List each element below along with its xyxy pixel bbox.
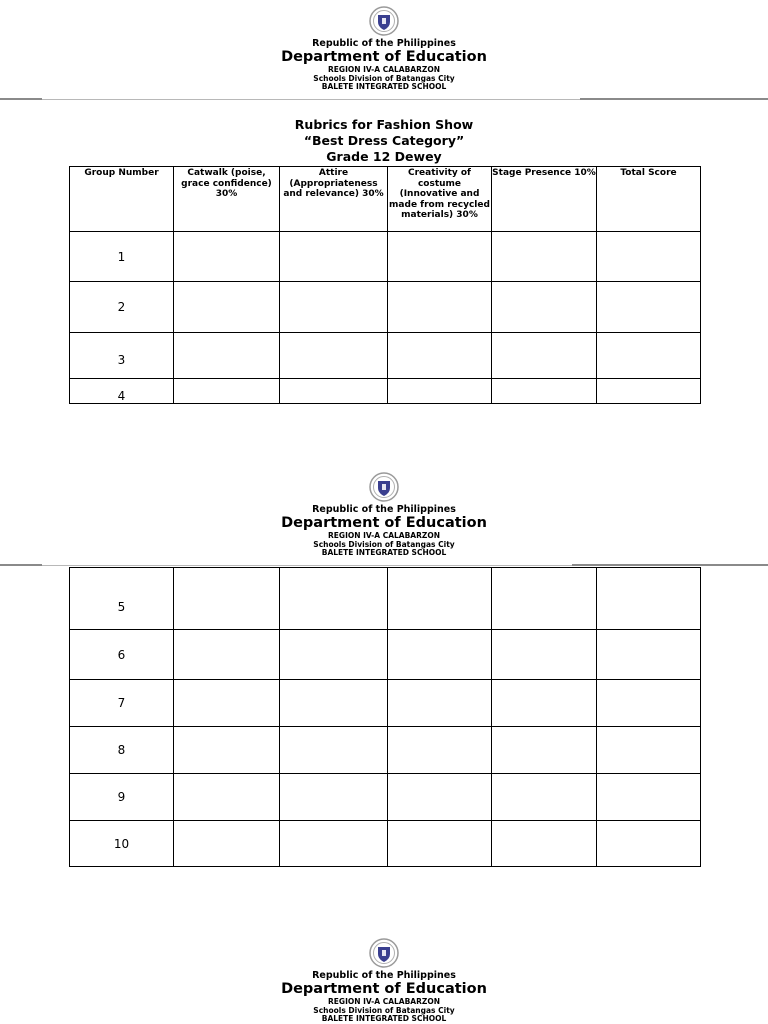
score-cell[interactable] (174, 333, 280, 379)
rubric-table-page-1 (69, 166, 701, 404)
republic-label: Republic of the Philippines (312, 38, 456, 49)
col-header-creativity: Creativity of costume (Innovative and made from recycled materials) 30% (388, 167, 492, 232)
score-cell[interactable] (280, 727, 388, 774)
table-row (70, 630, 701, 680)
table-header-row (70, 167, 701, 232)
department-label: Department of Education (281, 981, 487, 997)
score-cell[interactable] (597, 821, 701, 867)
score-cell[interactable] (492, 680, 597, 727)
score-cell[interactable] (597, 379, 701, 404)
score-cell[interactable] (492, 282, 597, 333)
group-number-cell: 1 (70, 232, 174, 282)
group-number-cell: 6 (70, 630, 174, 680)
score-cell[interactable] (492, 568, 597, 630)
score-cell[interactable] (174, 568, 280, 630)
school-label: BALETE INTEGRATED SCHOOL (321, 548, 447, 557)
region-label: REGION IV-A CALABARZON (328, 531, 440, 540)
score-cell[interactable] (492, 630, 597, 680)
score-cell[interactable] (174, 727, 280, 774)
score-cell[interactable] (388, 774, 492, 821)
table-row (70, 727, 701, 774)
title-line-3: Grade 12 Dewey (326, 149, 442, 164)
col-header-catwalk: Catwalk (poise, grace confidence) 30% (174, 167, 280, 232)
score-cell[interactable] (280, 568, 388, 630)
header-divider-accent-left (0, 564, 42, 566)
school-label: BALETE INTEGRATED SCHOOL (321, 82, 447, 91)
group-number-cell: 10 (70, 821, 174, 867)
department-label: Department of Education (281, 49, 487, 65)
republic-label: Republic of the Philippines (312, 504, 456, 515)
table-row (70, 774, 701, 821)
title-line-1: Rubrics for Fashion Show (294, 117, 474, 132)
score-cell[interactable] (492, 727, 597, 774)
score-cell[interactable] (597, 232, 701, 282)
score-cell[interactable] (597, 727, 701, 774)
score-cell[interactable] (388, 680, 492, 727)
score-cell[interactable] (388, 232, 492, 282)
score-cell[interactable] (280, 821, 388, 867)
table-row (70, 379, 701, 404)
col-header-stage-presence: Stage Presence 10% (492, 167, 597, 232)
score-cell[interactable] (174, 630, 280, 680)
score-cell[interactable] (280, 333, 388, 379)
score-cell[interactable] (597, 333, 701, 379)
score-cell[interactable] (597, 568, 701, 630)
republic-label: Republic of the Philippines (312, 970, 456, 981)
header-divider-accent-right (572, 564, 768, 566)
score-cell[interactable] (597, 630, 701, 680)
score-cell[interactable] (388, 379, 492, 404)
letterhead (0, 938, 768, 1024)
score-cell[interactable] (597, 680, 701, 727)
region-label: REGION IV-A CALABARZON (328, 997, 440, 1006)
table-row (70, 282, 701, 333)
score-cell[interactable] (388, 630, 492, 680)
table-row (70, 568, 701, 630)
title-line-2: “Best Dress Category” (303, 133, 465, 148)
table-row (70, 232, 701, 282)
rubric-table-page-2 (69, 567, 701, 867)
school-label: BALETE INTEGRATED SCHOOL (321, 1014, 447, 1023)
score-cell[interactable] (174, 379, 280, 404)
col-header-total-score: Total Score (597, 167, 701, 232)
group-number-cell: 9 (70, 774, 174, 821)
score-cell[interactable] (174, 282, 280, 333)
score-cell[interactable] (492, 333, 597, 379)
score-cell[interactable] (280, 379, 388, 404)
score-cell[interactable] (280, 680, 388, 727)
group-number-cell: 2 (70, 282, 174, 333)
letterhead (0, 6, 768, 92)
header-divider-accent-right (580, 98, 768, 100)
score-cell[interactable] (388, 727, 492, 774)
table-row (70, 680, 701, 727)
deped-seal-icon (369, 6, 399, 36)
score-cell[interactable] (597, 774, 701, 821)
group-number-cell: 4 (70, 379, 174, 404)
score-cell[interactable] (492, 774, 597, 821)
letterhead (0, 472, 768, 558)
score-cell[interactable] (280, 232, 388, 282)
score-cell[interactable] (280, 774, 388, 821)
header-divider-accent-left (0, 98, 42, 100)
score-cell[interactable] (388, 333, 492, 379)
score-cell[interactable] (388, 568, 492, 630)
score-cell[interactable] (597, 282, 701, 333)
table-row (70, 333, 701, 379)
division-label: Schools Division of Batangas City (313, 73, 455, 83)
group-number-cell: 7 (70, 680, 174, 727)
score-cell[interactable] (174, 821, 280, 867)
score-cell[interactable] (388, 282, 492, 333)
table-row (70, 821, 701, 867)
division-label: Schools Division of Batangas City (313, 1005, 455, 1015)
score-cell[interactable] (280, 630, 388, 680)
score-cell[interactable] (492, 821, 597, 867)
department-label: Department of Education (281, 515, 487, 531)
deped-seal-icon (369, 938, 399, 968)
score-cell[interactable] (388, 821, 492, 867)
group-number-cell: 8 (70, 727, 174, 774)
document-title (0, 117, 768, 165)
region-label: REGION IV-A CALABARZON (328, 65, 440, 74)
score-cell[interactable] (174, 774, 280, 821)
score-cell[interactable] (174, 680, 280, 727)
score-cell[interactable] (280, 282, 388, 333)
score-cell[interactable] (492, 379, 597, 404)
score-cell[interactable] (174, 232, 280, 282)
division-label: Schools Division of Batangas City (313, 539, 455, 549)
group-number-cell: 5 (70, 568, 174, 630)
score-cell[interactable] (492, 232, 597, 282)
col-header-attire: Attire (Appropriateness and relevance) 30% (280, 167, 388, 232)
deped-seal-icon (369, 472, 399, 502)
col-header-group-number: Group Number (70, 167, 174, 232)
group-number-cell: 3 (70, 333, 174, 379)
